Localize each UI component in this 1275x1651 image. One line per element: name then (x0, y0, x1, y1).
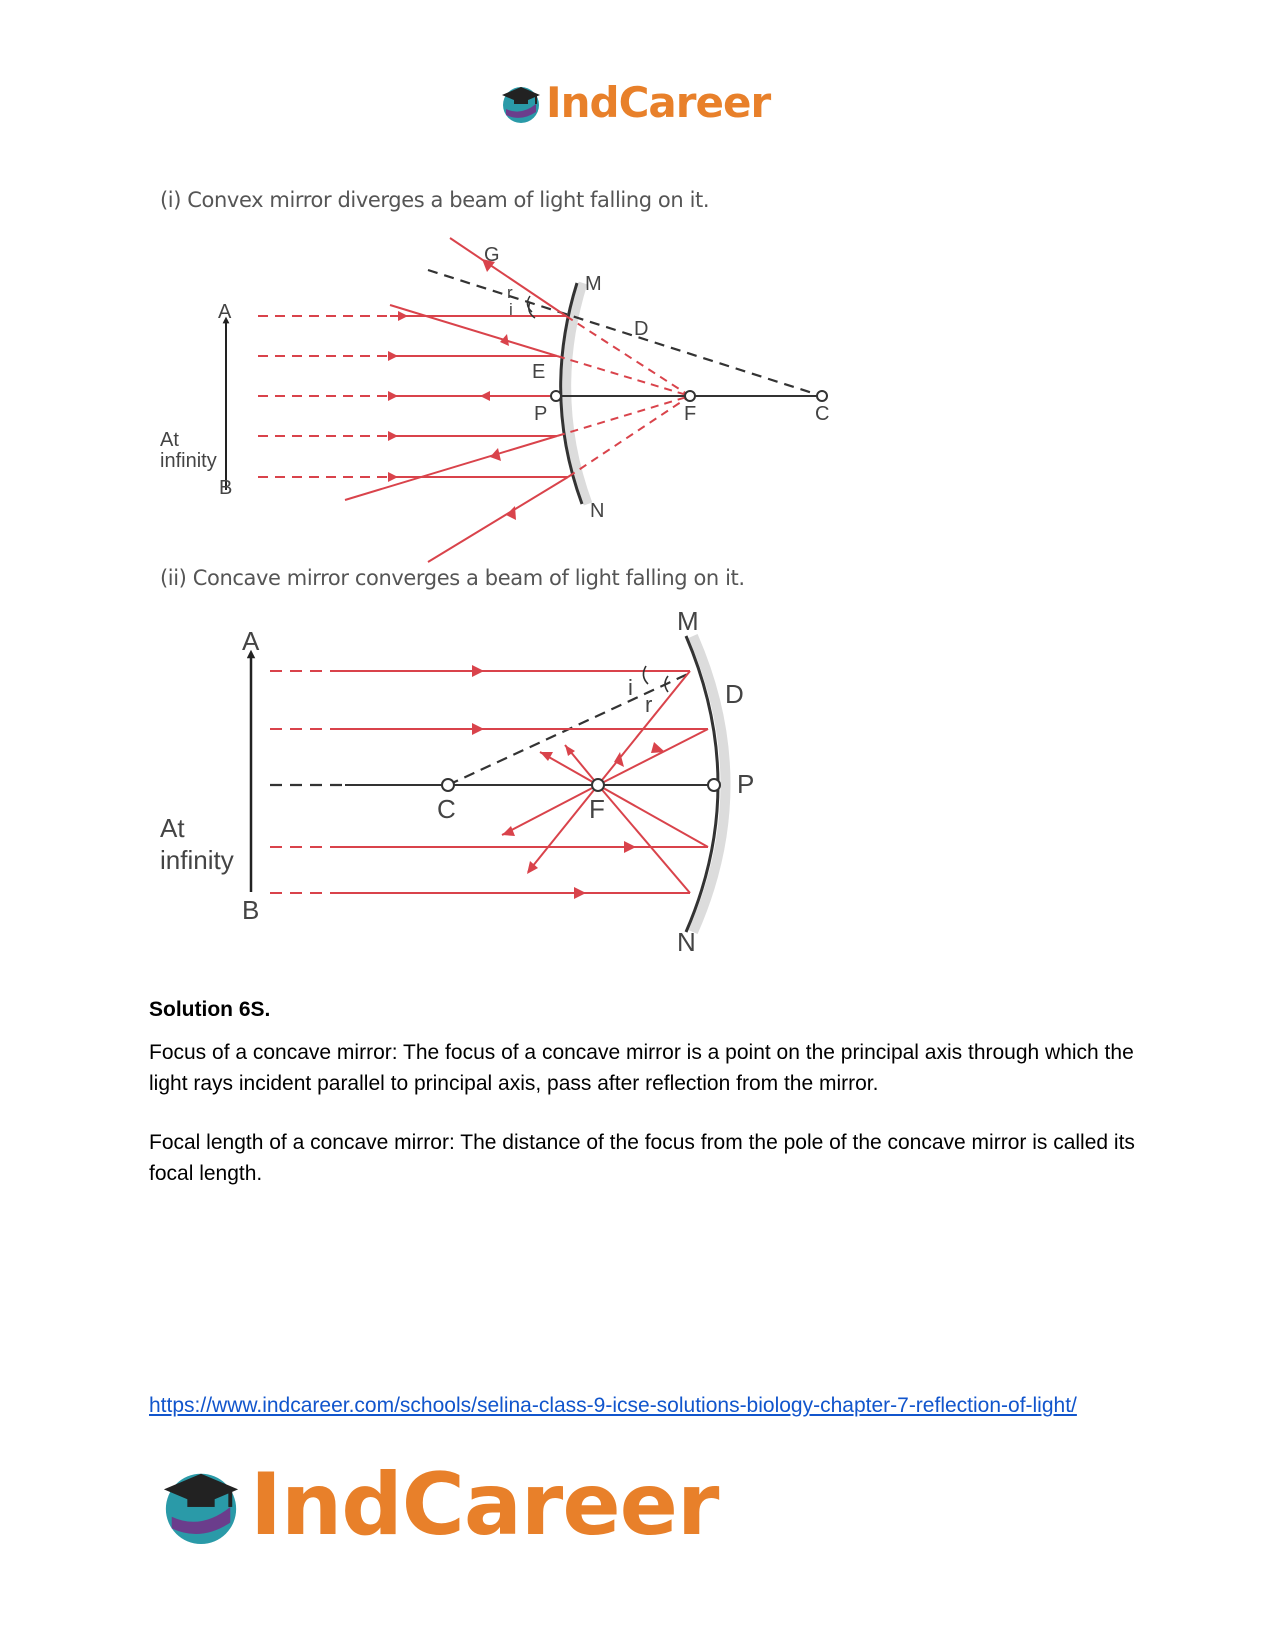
convex-label-D: D (634, 318, 649, 340)
convex-label-r: r (507, 283, 513, 302)
concave-label-at: At (160, 813, 185, 843)
concave-label-infinity: infinity (160, 845, 234, 875)
concave-label-D: D (725, 679, 744, 709)
concave-label-B: B (242, 895, 260, 925)
concave-label-A: A (242, 626, 260, 656)
convex-label-N: N (590, 500, 605, 522)
focal-length-definition: Focal length of a concave mirror: The distance of the focus from the pole of the concave mirror is called its focal length. (149, 1131, 1135, 1185)
convex-focus-point (685, 391, 695, 401)
concave-angle-arc-i (643, 666, 648, 684)
concave-center-point (442, 779, 454, 791)
convex-mirror-shade (567, 283, 588, 504)
convex-label-F: F (684, 403, 697, 425)
convex-center-point (817, 391, 827, 401)
concave-pole-point (708, 779, 720, 791)
convex-label-A: A (218, 301, 232, 323)
concave-label-i: i (628, 675, 633, 700)
convex-label-C: C (815, 403, 830, 425)
focus-definition: Focus of a concave mirror: The focus of a concave mirror is a point on the principal axis through which the light rays incident parallel to principal axis, pass after reflection from the mirror. (149, 1041, 1134, 1095)
concave-incident-arrowheads (472, 665, 636, 899)
concave-incident-rays (270, 671, 708, 893)
convex-label-P: P (534, 403, 548, 425)
graduation-cap-globe-icon (160, 1464, 242, 1546)
footer-logo (160, 1455, 719, 1555)
convex-label-at: At (160, 429, 179, 451)
concave-reflected-rays (502, 671, 708, 893)
convex-label-M: M (585, 273, 602, 295)
concave-caption: (ii) Concave mirror converges a beam of light falling on it. (160, 566, 745, 590)
convex-label-E: E (532, 361, 546, 383)
convex-mirror-diagram (160, 238, 829, 562)
concave-label-C: C (437, 794, 456, 824)
concave-focus-point (592, 779, 604, 791)
header-logo-text: IndCareer (546, 78, 771, 127)
source-link[interactable]: https://www.indcareer.com/schools/selina-class-9-icse-solutions-biology-chapter-7-reflection-of-light/ (149, 1394, 1077, 1417)
convex-pole-point (551, 391, 561, 401)
concave-label-F: F (589, 794, 605, 824)
concave-label-r: r (645, 692, 653, 717)
convex-label-B: B (219, 477, 233, 499)
convex-label-i: i (509, 300, 513, 319)
concave-label-P: P (737, 769, 755, 799)
concave-label-M: M (677, 606, 699, 636)
solution-heading: Solution 6S. (149, 998, 271, 1021)
convex-label-G: G (484, 244, 500, 266)
concave-label-N: N (677, 927, 696, 957)
footer-logo-text: IndCareer (250, 1455, 719, 1555)
convex-caption: (i) Convex mirror diverges a beam of light falling on it. (160, 188, 710, 212)
concave-mirror-diagram (160, 606, 754, 957)
convex-label-infinity: infinity (160, 450, 217, 472)
convex-reflected-rays (345, 238, 568, 562)
